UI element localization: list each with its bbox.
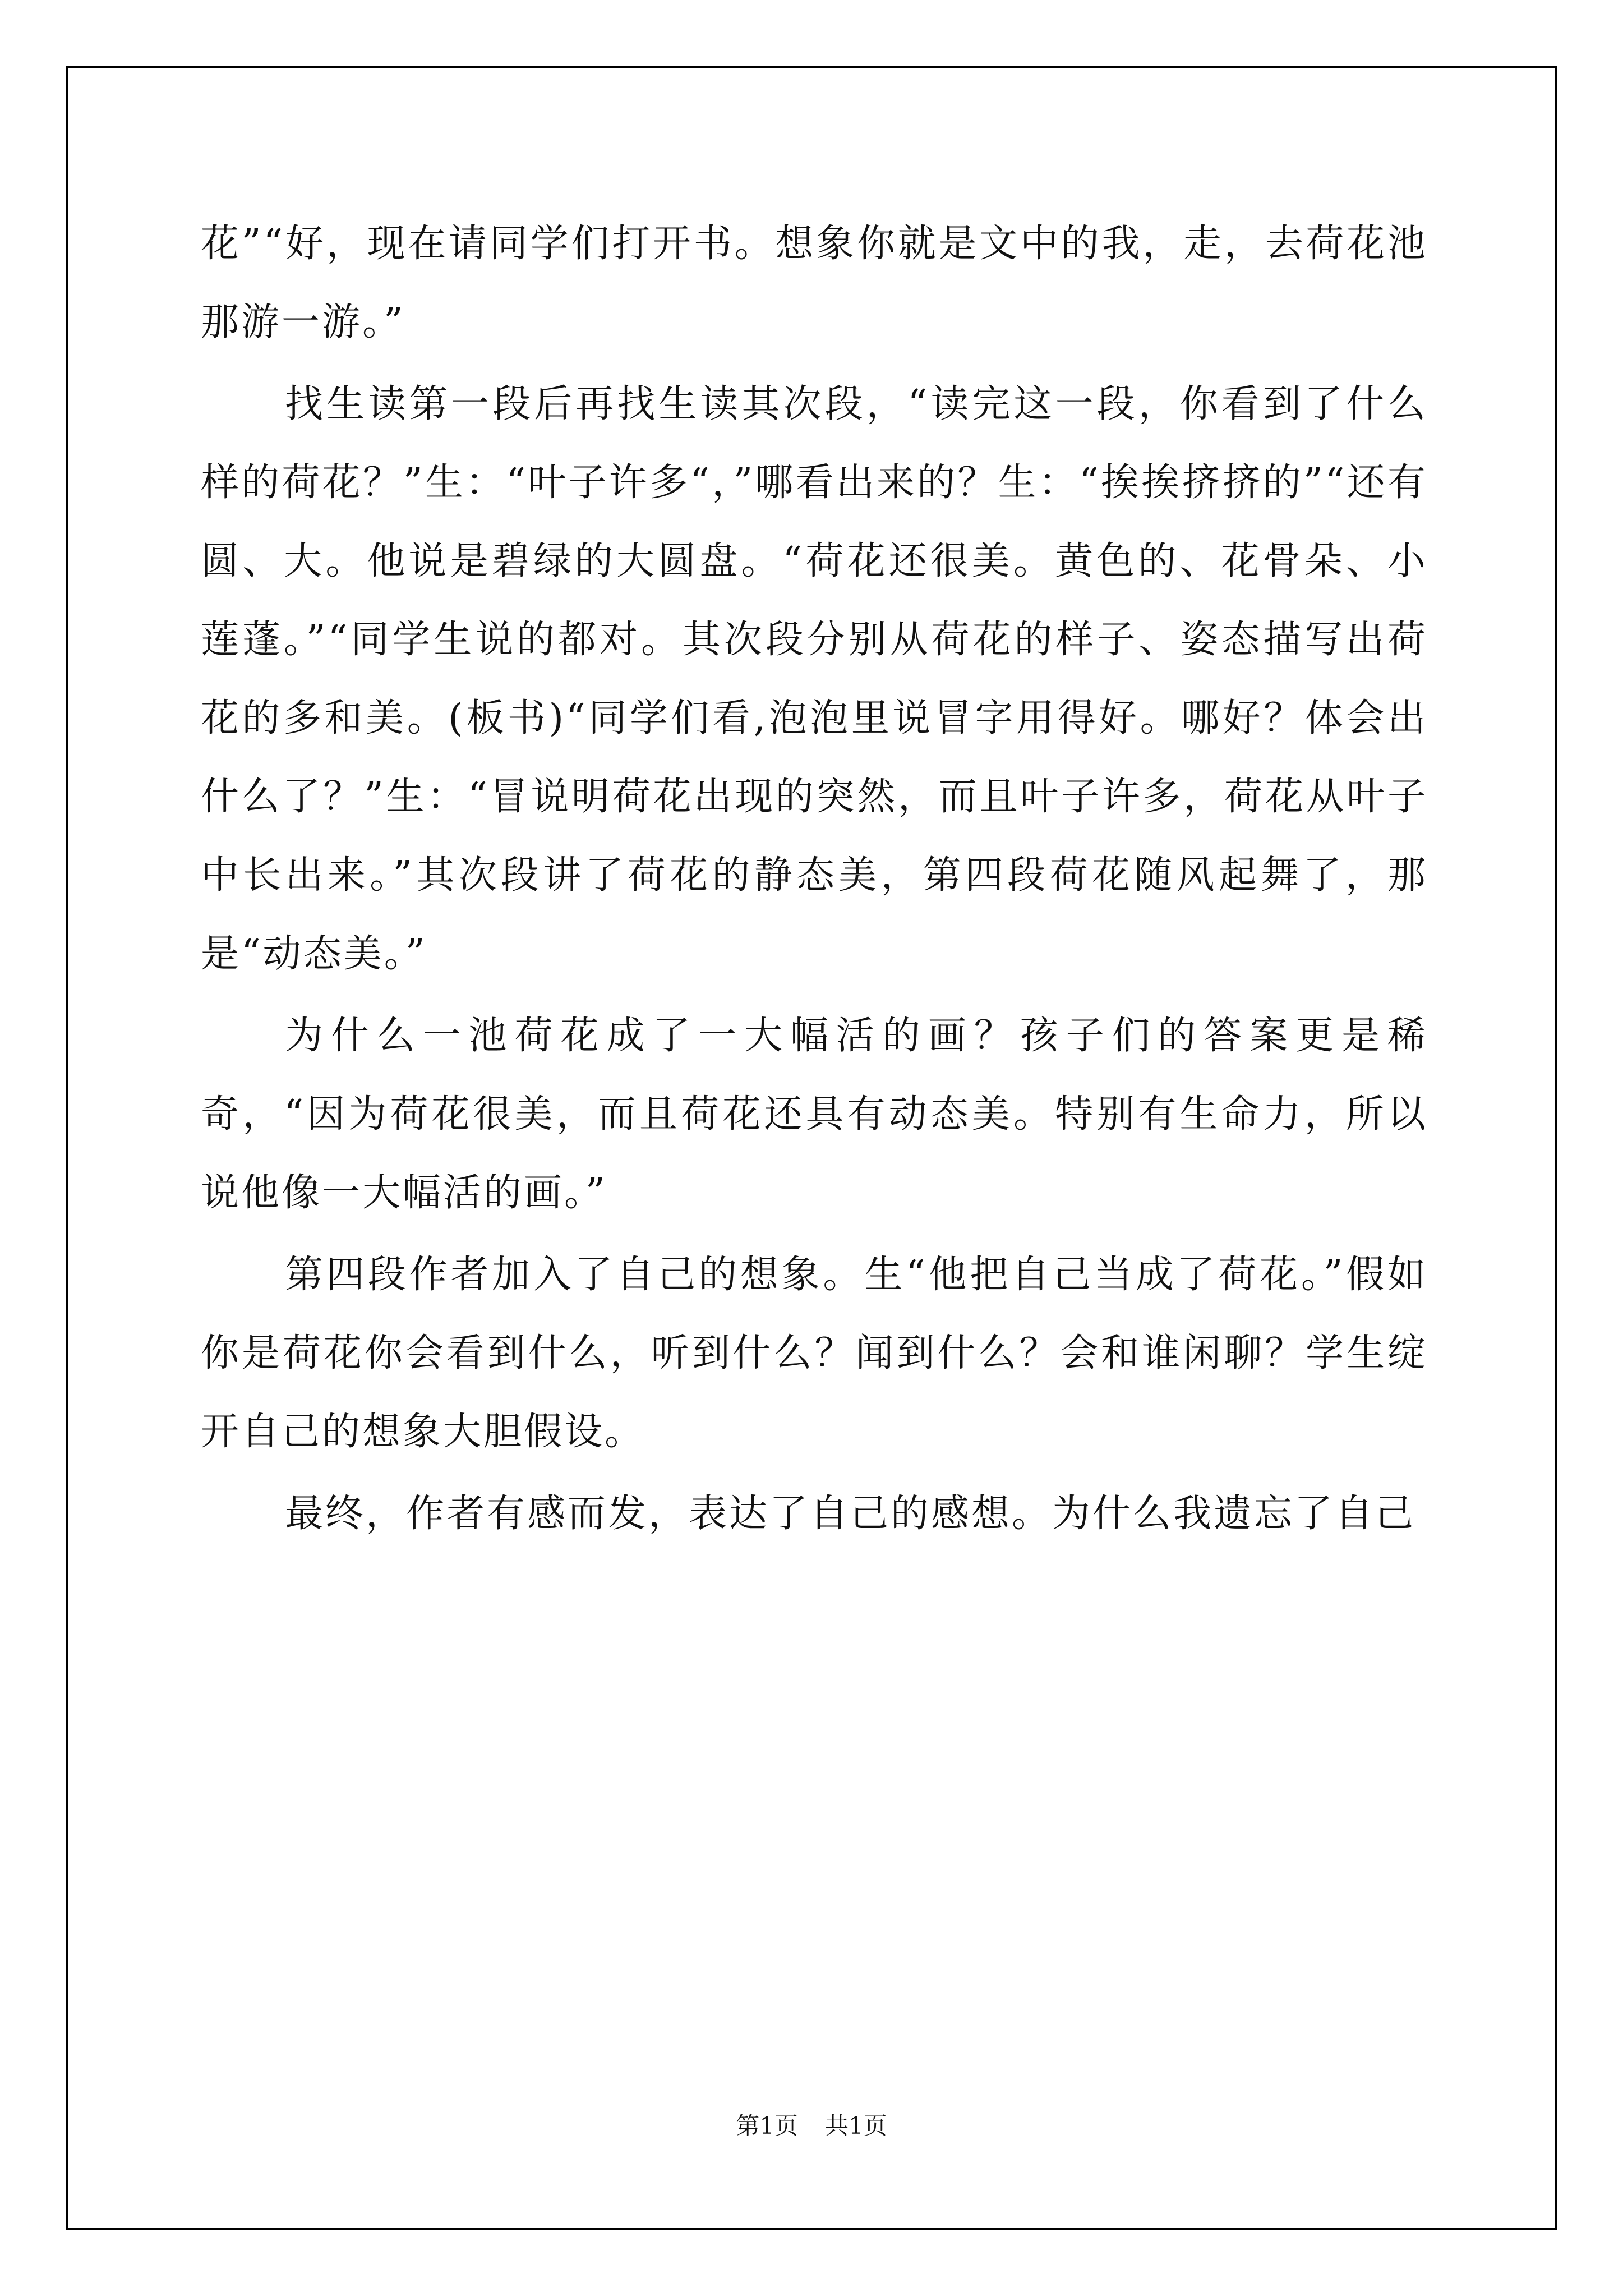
paragraph-2: 找生读第一段后再找生读其次段，“读完这一段，你看到了什么样的荷花？”生：“叶子许多“，”哪看出来的？生：“挨挨挤挤的”“还有圆、大。他说是碧绿的大圆盘。“荷花还很美。黄色的、花骨朵、小莲蓬。”“同学生说的都对。其次段分别从荷花的样子、姿态描写出荷花的多和美。(板书)“同学们看,泡泡里说冒字用得好。哪好？体会出什么了？”生：“冒说明荷花出现的突然，而且叶子许多，荷花从叶子中长出来。”其次段讲了荷花的静态美，第四段荷花随风起舞了，那是“动态美。” bbox=[201, 382, 1428, 976]
paragraph-5: 最终，作者有感而发，表达了自己的感想。为什么我遗忘了自己 bbox=[285, 1492, 1416, 1536]
page-total: 共1页 bbox=[825, 2112, 887, 2139]
page-footer bbox=[0, 2110, 1623, 2142]
page-number: 第1页 bbox=[736, 2112, 798, 2139]
paragraph-1: 花”“好，现在请同学们打开书。想象你就是文中的我，走，去荷花池那游一游。” bbox=[201, 222, 1428, 344]
paragraph-3: 为什么一池荷花成了一大幅活的画？孩子们的答案更是稀奇，“因为荷花很美，而且荷花还具有动态美。特别有生命力，所以说他像一大幅活的画。” bbox=[201, 1014, 1428, 1215]
paragraph-4: 第四段作者加入了自己的想象。生“他把自己当成了荷花。”假如你是荷花你会看到什么，听到什么？闻到什么？会和谁闲聊？学生绽开自己的想象大胆假设。 bbox=[201, 1253, 1428, 1454]
document-body bbox=[201, 205, 1428, 1557]
